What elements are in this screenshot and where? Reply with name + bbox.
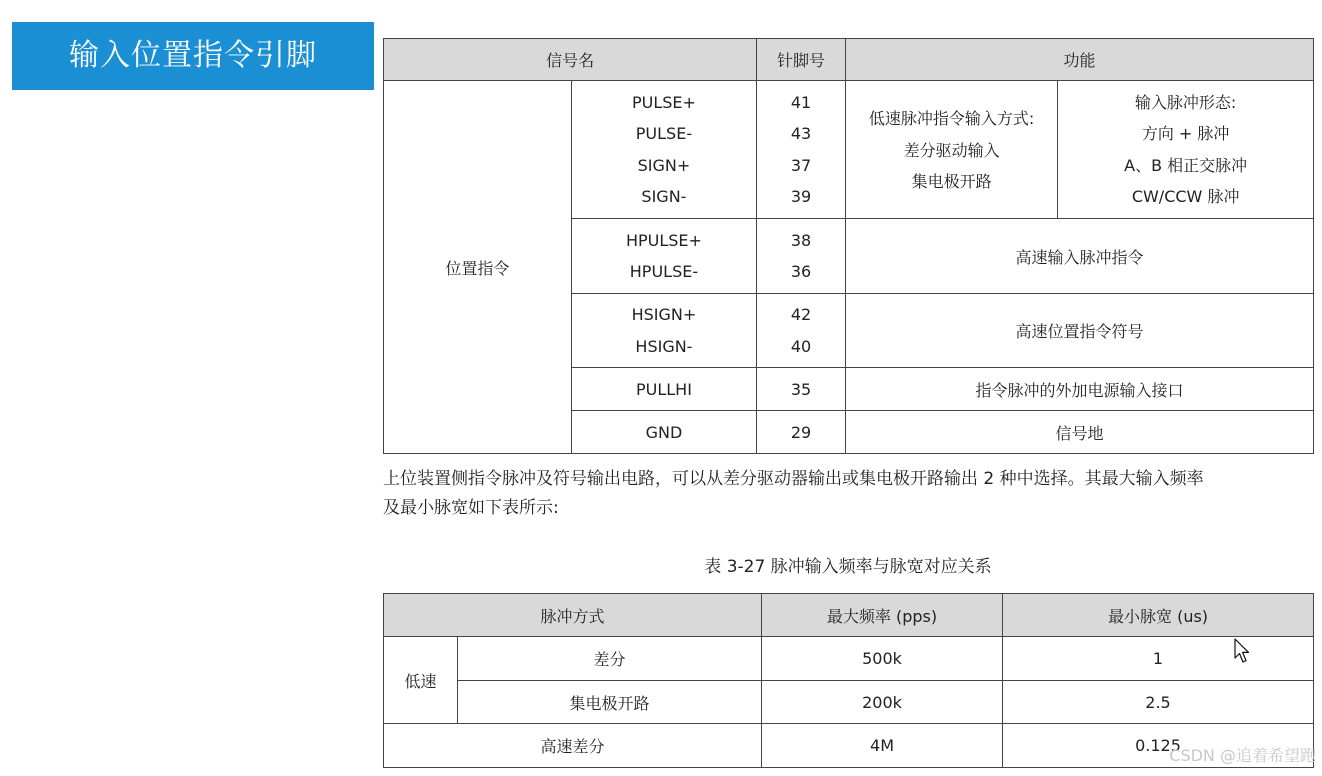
header-signal-name: 信号名	[384, 39, 757, 81]
form-line: A、B 相正交脉冲	[1124, 155, 1248, 175]
form-line: 输入脉冲形态:	[1134, 92, 1237, 112]
signal-cell	[571, 294, 757, 368]
mouse-pointer-icon	[1234, 638, 1250, 664]
paragraph-line: 及最小脉宽如下表所示:	[383, 498, 559, 518]
input-mode-cell	[845, 81, 1057, 219]
signal-name: HPULSE+	[625, 230, 702, 250]
table-row	[384, 681, 1314, 724]
pin-number: 42	[790, 305, 812, 324]
form-line: CW/CCW 脉冲	[1131, 187, 1240, 206]
pin-number: 41	[790, 92, 812, 112]
pulse-mode: 集电极开路	[458, 681, 762, 724]
watermark: CSDN @追着希望跑	[1169, 746, 1316, 765]
function-cell: 高速位置指令符号	[845, 294, 1313, 368]
header-function: 功能	[845, 39, 1313, 81]
function-cell: 高速输入脉冲指令	[845, 219, 1313, 294]
max-frequency: 4M	[762, 724, 1003, 768]
signal-cell	[571, 219, 757, 294]
pin-number: 37	[790, 155, 812, 175]
pin-number: 36	[790, 262, 812, 281]
table-row	[384, 81, 1314, 219]
pin-number: 39	[790, 187, 812, 206]
signal-name: PULSE-	[635, 124, 693, 143]
header-pin-number: 针脚号	[757, 39, 846, 81]
description-paragraph	[383, 465, 1318, 523]
pin-cell	[757, 294, 846, 368]
pin-cell	[757, 81, 846, 219]
pin-cell	[757, 219, 846, 294]
pin-number: 38	[790, 230, 812, 250]
max-frequency: 500k	[762, 637, 1003, 681]
low-speed-label: 低速	[384, 637, 458, 724]
mode-line: 低速脉冲指令输入方式:	[868, 109, 1035, 128]
signal-name: SIGN-	[641, 187, 687, 206]
header-pulse-mode: 脉冲方式	[384, 594, 762, 637]
table-caption: 表 3-27 脉冲输入频率与脉宽对应关系	[704, 557, 992, 577]
pulse-form-cell	[1058, 81, 1314, 219]
max-frequency: 200k	[762, 681, 1003, 724]
signal-name: SIGN+	[637, 155, 691, 175]
table-row	[384, 637, 1314, 681]
pulse-mode: 差分	[458, 637, 762, 681]
pulse-frequency-table	[383, 593, 1314, 768]
table-header-row	[384, 594, 1314, 637]
pin-number: 29	[757, 411, 846, 454]
mode-line: 差分驱动输入	[903, 140, 1000, 160]
table-header-row	[384, 39, 1314, 81]
header-min-width: 最小脉宽 (us)	[1003, 594, 1314, 637]
group-label: 位置指令	[384, 81, 572, 454]
header-max-frequency: 最大频率 (pps)	[762, 594, 1003, 637]
signal-name: GND	[571, 411, 757, 454]
paragraph-line: 上位装置侧指令脉冲及符号输出电路，可以从差分驱动器输出或集电极开路输出 2 种中选择。其最大输入频率	[383, 469, 1204, 489]
min-width: 0.125	[1003, 724, 1314, 768]
signal-cell	[571, 81, 757, 219]
pin-number: 35	[757, 368, 846, 411]
signal-name: HPULSE-	[629, 262, 699, 281]
pin-number: 43	[790, 124, 812, 143]
pin-number: 40	[790, 336, 812, 356]
signal-name: PULSE+	[631, 92, 696, 112]
signal-name: HSIGN+	[631, 305, 697, 324]
page-title: 输入位置指令引脚	[12, 22, 374, 90]
form-line: 方向 + 脉冲	[1141, 124, 1230, 143]
signal-name: PULLHI	[571, 368, 757, 411]
min-width: 1	[1003, 637, 1314, 681]
signal-name: HSIGN-	[635, 336, 693, 356]
function-cell: 指令脉冲的外加电源输入接口	[845, 368, 1313, 411]
pulse-mode: 高速差分	[384, 724, 762, 768]
pin-definition-table	[383, 38, 1314, 454]
function-cell: 信号地	[845, 411, 1313, 454]
mode-line: 集电极开路	[911, 172, 992, 191]
min-width: 2.5	[1003, 681, 1314, 724]
